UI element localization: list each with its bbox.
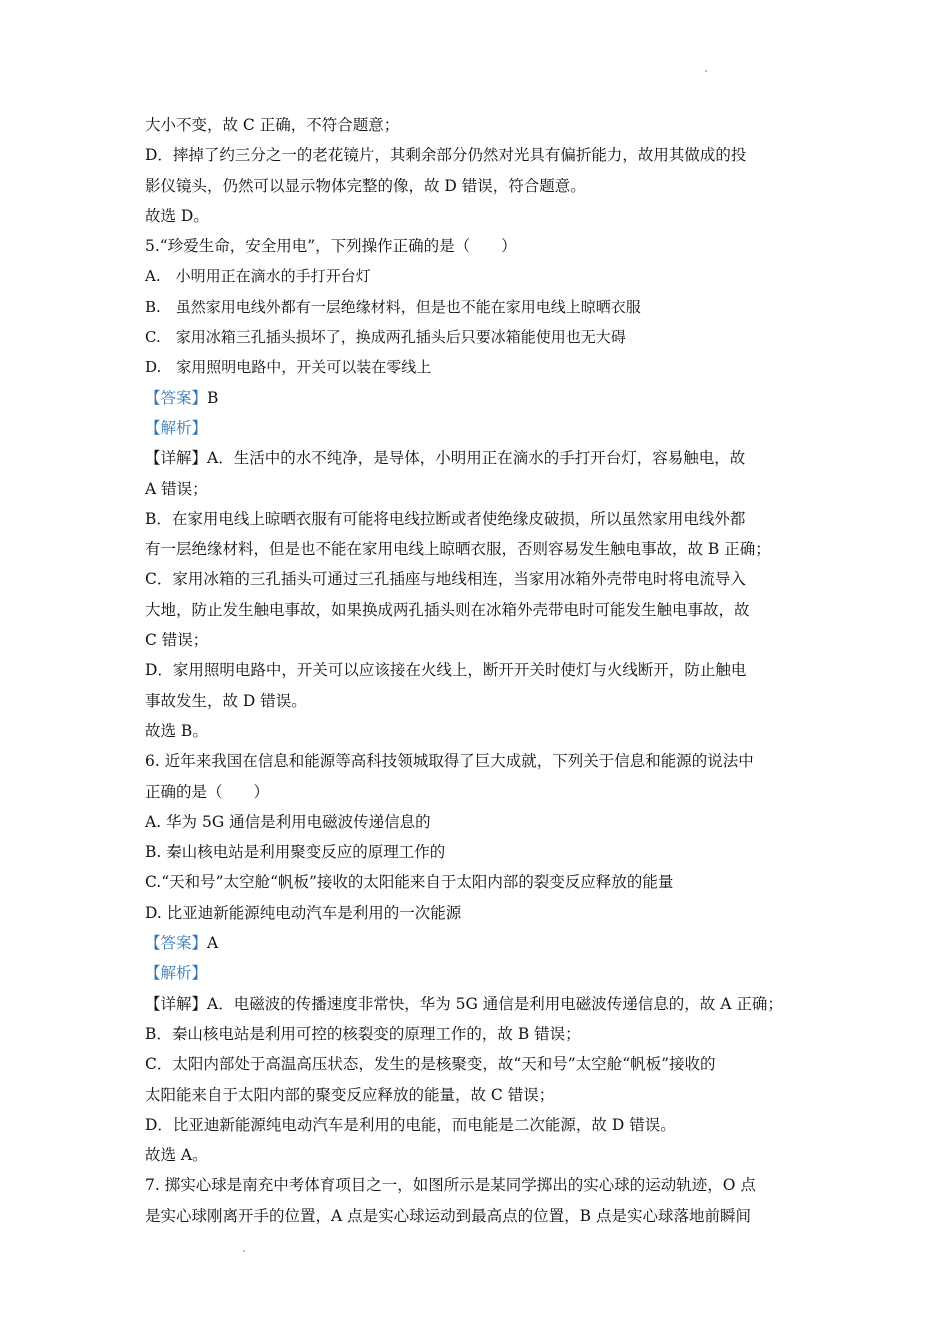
text-line bbox=[145, 443, 825, 473]
text-line bbox=[145, 261, 825, 291]
text-line bbox=[145, 140, 825, 170]
line-text: A. 小明用正在滴水的手打开台灯 bbox=[145, 267, 371, 286]
line-text: 故选 D。 bbox=[145, 206, 209, 225]
section-tag: 【解析】 bbox=[145, 418, 208, 437]
text-line bbox=[145, 958, 825, 988]
text-line bbox=[145, 564, 825, 594]
text-line bbox=[145, 989, 825, 1019]
line-text: 6. 近年来我国在信息和能源等高科技领城取得了巨大成就，下列关于信息和能源的说法中 bbox=[145, 752, 754, 771]
text-line bbox=[145, 928, 825, 958]
line-text: 故选 B。 bbox=[145, 721, 208, 740]
line-text: 影仪镜头，仍然可以显示物体完整的像，故 D 错误，符合题意。 bbox=[145, 176, 586, 195]
text-line bbox=[145, 595, 825, 625]
text-line bbox=[145, 898, 825, 928]
line-text: 事故发生，故 D 错误。 bbox=[145, 691, 307, 710]
section-tag: 【答案】 bbox=[145, 934, 208, 953]
line-text: 故选 A。 bbox=[145, 1146, 208, 1165]
text-line bbox=[145, 867, 825, 897]
text-line bbox=[145, 322, 825, 352]
line-text: D．家用照明电路中，开关可以应该接在火线上，断开开关时使灯与火线断开，防止触电 bbox=[145, 661, 747, 680]
line-text: D．摔掉了约三分之一的老花镜片，其剩余部分仍然对光具有偏折能力，故用其做成的投 bbox=[145, 146, 747, 165]
line-text: 正确的是（ ） bbox=[145, 782, 270, 801]
line-text: D. 比亚迪新能源纯电动汽车是利用的一次能源 bbox=[145, 903, 462, 922]
line-text: 有一层绝缘材料，但是也不能在家用电线上晾晒衣服，否则容易发生触电事故，故 B 正确； bbox=[145, 540, 771, 559]
text-line bbox=[145, 746, 825, 776]
text-line bbox=[145, 777, 825, 807]
document-body bbox=[145, 110, 825, 1231]
line-text: 是实心球刚离开手的位置，A 点是实心球运动到最高点的位置，B 点是实心球落地前瞬间 bbox=[145, 1206, 751, 1225]
line-text: 【详解】A．生活中的水不纯净，是导体，小明用正在滴水的手打开台灯，容易触电，故 bbox=[145, 449, 746, 468]
line-text: D．比亚迪新能源纯电动汽车是利用的电能，而电能是二次能源，故 D 错误。 bbox=[145, 1115, 676, 1134]
text-line bbox=[145, 201, 825, 231]
line-text: 【详解】A．电磁波的传播速度非常快，华为 5G 通信是利用电磁波传递信息的，故 A 正确； bbox=[145, 994, 783, 1013]
text-line bbox=[145, 1019, 825, 1049]
text-line bbox=[145, 352, 825, 382]
text-line bbox=[145, 1080, 825, 1110]
text-line bbox=[145, 171, 825, 201]
line-text: B. 虽然家用电线外都有一层绝缘材料，但是也不能在家用电线上晾晒衣服 bbox=[145, 297, 641, 316]
line-text: C 错误； bbox=[145, 631, 209, 650]
text-line bbox=[145, 413, 825, 443]
line-text: 大小不变，故 C 正确，不符合题意； bbox=[145, 116, 400, 134]
text-line bbox=[145, 292, 825, 322]
line-text: B．秦山核电站是利用可控的核裂变的原理工作的，故 B 错误； bbox=[145, 1024, 581, 1043]
text-line bbox=[145, 534, 825, 564]
text-line bbox=[145, 1170, 825, 1200]
line-text: B．在家用电线上晾晒衣服有可能将电线拉断或者使绝缘皮破损，所以虽然家用电线外都 bbox=[145, 509, 746, 528]
text-line bbox=[145, 625, 825, 655]
text-line bbox=[145, 231, 825, 261]
text-line bbox=[145, 1140, 825, 1170]
line-text: A 错误； bbox=[145, 479, 208, 498]
text-line bbox=[145, 807, 825, 837]
text-line bbox=[145, 1110, 825, 1140]
section-tag: 【解析】 bbox=[145, 964, 208, 983]
page-marker-dot bbox=[705, 70, 707, 72]
text-line bbox=[145, 837, 825, 867]
line-text: C．太阳内部处于高温高压状态，发生的是核聚变，故“天和号”太空舱“帆板”接收的 bbox=[145, 1055, 716, 1074]
line-text: C.“天和号”太空舱“帆板”接收的太阳能来自于太阳内部的裂变反应释放的能量 bbox=[145, 873, 674, 892]
page-marker-dot bbox=[243, 1250, 245, 1252]
text-line bbox=[145, 686, 825, 716]
line-text: C．家用冰箱的三孔插头可通过三孔插座与地线相连，当家用冰箱外壳带电时将电流导入 bbox=[145, 570, 746, 589]
section-tag: 【答案】 bbox=[145, 388, 208, 407]
line-text: B. 秦山核电站是利用聚变反应的原理工作的 bbox=[145, 843, 446, 862]
line-text: 5.“珍爱生命，安全用电”，下列操作正确的是（ ） bbox=[145, 237, 517, 256]
line-text: 7. 掷实心球是南充中考体育项目之一，如图所示是某同学掷出的实心球的运动轨迹，O 点 bbox=[145, 1176, 756, 1195]
line-text: C. 家用冰箱三孔插头损坏了，换成两孔插头后只要冰箱能使用也无大碍 bbox=[145, 328, 626, 347]
text-line bbox=[145, 1049, 825, 1079]
text-line bbox=[145, 474, 825, 504]
line-text: A. 华为 5G 通信是利用电磁波传递信息的 bbox=[145, 812, 431, 831]
line-text: A bbox=[207, 934, 219, 953]
line-text: D. 家用照明电路中，开关可以装在零线上 bbox=[145, 358, 432, 377]
text-line bbox=[145, 655, 825, 685]
text-line bbox=[145, 504, 825, 534]
text-line bbox=[145, 383, 825, 413]
line-text: 太阳能来自于太阳内部的聚变反应释放的能量，故 C 错误； bbox=[145, 1085, 555, 1104]
line-text: 大地，防止发生触电事故，如果换成两孔插头则在冰箱外壳带电时可能发生触电事故，故 bbox=[145, 600, 750, 619]
text-line bbox=[145, 1201, 825, 1231]
line-text: B bbox=[207, 388, 219, 407]
text-line bbox=[145, 110, 825, 140]
text-line bbox=[145, 716, 825, 746]
